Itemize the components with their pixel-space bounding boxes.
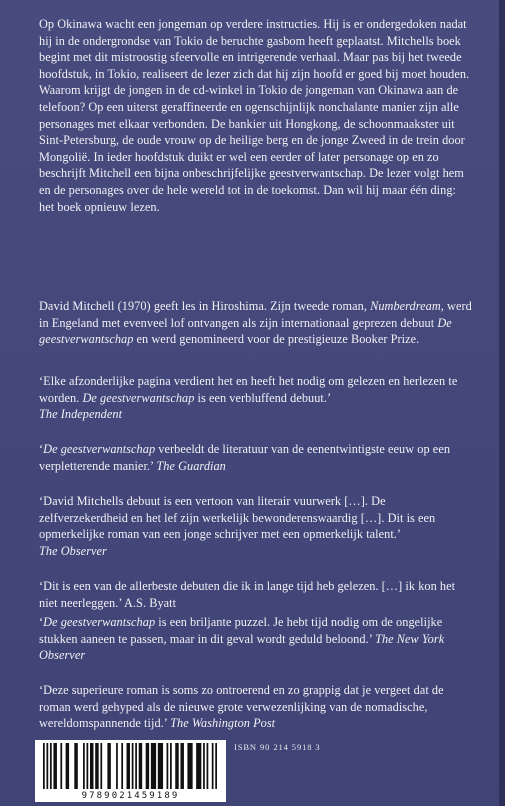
quote-source: The Observer [39,543,107,558]
isbn-label: ISBN 90 214 5918 3 [234,742,321,752]
quote-part: is een briljante puzzel. Je hebt tijd nodig om de ongelijke stukken aaneen te passen, maar in dit geval wordt geduld beloond.’ [39,615,443,646]
synopsis-text [39,16,472,215]
barcode-bar [121,743,123,789]
barcode-bar [53,743,56,789]
barcode-number: 9789021459189 [81,791,180,801]
bio-part-1: David Mitchell (1970) geeft les in Hiroshima. Zijn tweede roman, [39,299,371,313]
barcode-bar [196,743,201,789]
review-quote-6 [39,682,472,732]
quote-text [39,614,472,664]
quote-part: ‘Deze superieure roman is soms zo ontroerend en zo grappig dat je vergeet dat de roman werd gehyped als de nieuwe grote verwezenlijking van de nomadische, wereldomspannende tijd.’ [39,683,444,731]
barcode-bar [215,743,217,789]
barcode-bar [180,743,183,789]
author-bio-paragraph [39,298,472,348]
review-quote-2 [39,441,472,474]
quote-part: ‘ [39,615,44,629]
review-quote-4 [39,578,472,611]
quote-source: The Independent [39,407,123,422]
cover-edge [499,0,505,806]
barcode-bar [46,743,48,789]
quote-source: The Guardian [156,458,226,473]
quote-text [39,373,472,423]
barcode-bar [116,743,118,789]
barcode [35,740,226,802]
barcode-bar [66,743,69,789]
barcode-bar [43,743,45,789]
quote-part: ‘David Mitchells debuut is een vertoon van literair vuurwerk […]. De zelfverzekerdheid en het lef zijn werkelijk bewonderenswaardig […]. Dit is een opmerkelijke roman van een jonge schrijver met een opmerkelijk talent.’ [39,494,436,542]
review-quote-1 [39,373,472,423]
barcode-bar [90,743,93,789]
barcode-bars [39,743,222,789]
barcode-bar [50,743,52,789]
barcode-bar [60,743,62,789]
quote-book-title: De geestverwantschap [43,442,156,456]
barcode-bar [151,743,156,789]
quote-part: verbeeldt de literatuur van de eenentwintigste eeuw op een verpletterende manier.’ [39,442,451,473]
quote-text [39,493,472,559]
quote-text [39,441,472,474]
barcode-bar [100,743,102,789]
barcode-bar [83,743,85,789]
barcode-bar [167,743,169,789]
barcode-bar [175,743,178,789]
barcode-bar [87,743,89,789]
quote-book-title: De geestverwantschap [43,615,156,629]
barcode-bar [127,743,130,789]
barcode-bar [95,743,98,789]
bio-novel-title: Numberdream [370,299,441,313]
quote-text [39,682,472,732]
author-bio [39,298,472,348]
barcode-bar [132,743,134,789]
quote-source: The Washington Post [170,716,276,731]
barcode-bar [158,743,163,789]
quote-text: ‘Dit is een van de allerbeste debuten die ik in lange tijd heb gelezen. […] ik kon het niet neerleggen.’ A.S. Byatt [39,579,456,610]
quote-part: ‘ [39,442,44,456]
barcode-bar [146,743,149,789]
review-quote-3 [39,493,472,559]
quote-part: ‘Elke afzonderlijke pagina verdient het en heeft het nodig om gelezen en herlezen te worden. [39,374,458,405]
barcode-bar [203,743,205,789]
quote-source: The New York Observer [39,631,445,663]
synopsis-paragraph: Op Okinawa wacht een jongeman op verdere instructies. Hij is er ondergedoken nadat hij in de ondergrondse van Tokio de beruchte gasbom heeft geplaatst. Mitchells boek begint met dit mistroostig sfeervolle en intrigerende verhaal. Maar pas bij het tweede hoofdstuk, in Tokio, realiseert de lezer zich dat hij zijn hoofd er goed bij moet houden. Waarom krijgt de jongen in de cd-winkel in Tokio de jongeman van Okinawa aan de telefoon? Op een uiterst geraffineerde en ogenschijnlijk nonchalante manier zijn alle personages met elkaar verbonden. De bankier uit Hongkong, de schoonmaakster uit Sint-Petersburg, de oude vrouw op de heilige berg en de jonge Zweed in de trein door Mongolië. In ieder hoofdstuk duikt er wel een eerder of later personage op en zo beschrijft Mitchell een bijna onbeschrijfelijke geestverwantschap. De lezer volgt hem en de personages over de hele wereld tot in de toekomst. Dan wil hij maar één ding: het boek opnieuw lezen. [39,17,470,214]
bio-part-2: , werd in Engeland met evenveel lof ontvangen als zijn internationaal geprezen debuut [39,299,472,330]
barcode-bar [135,743,137,789]
bio-debut-title: De geestverwantschap [39,315,452,347]
bio-part-3: en werd genomineerd voor de prestigieuze Booker Prize. [133,332,420,347]
barcode-bar [207,743,209,789]
barcode-bar [107,743,110,789]
barcode-bar [139,743,142,789]
barcode-bar [170,743,172,789]
barcode-bar [212,743,214,789]
review-quote-5 [39,614,472,664]
quote-book-title: De geestverwantschap [82,390,195,405]
barcode-bar [187,743,192,789]
barcode-bar [74,743,77,789]
quote-part: is een verbluffend debuut.’ [194,390,332,405]
